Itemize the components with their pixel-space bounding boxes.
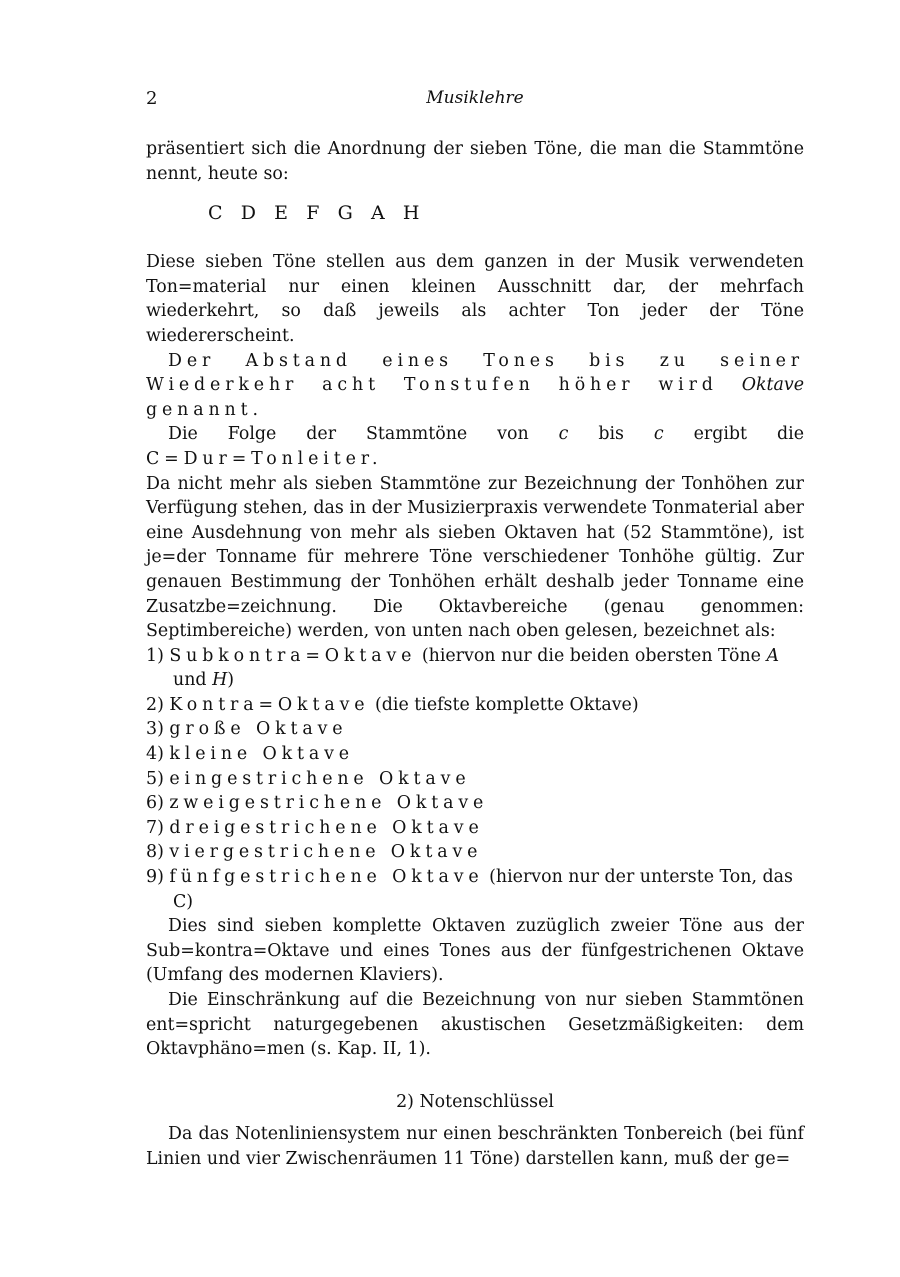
paragraph: Da nicht mehr als sieben Stammtöne zur Bezeichnung der Tonhöhen zur Verfügung stehen, das in der Musizierpraxis verwendete Tonmaterial aber eine Ausdehnung von mehr als sieben Oktaven hat (52 Stammtöne), ist je=der Tonname für mehrere Töne verschiedener Tonhöhe gültig. Zur genauen Bestimmung der Tonhöhen erhält deshalb jeder Tonname eine Zusatzbe=zeichnung. Die Oktavbereiche (genau genommen: Septimbereiche) werden, von unten nach oben gelesen, bezeichnet als: <box>146 473 804 642</box>
list-item <box>146 840 804 865</box>
item-number: 9) <box>146 867 164 888</box>
spaced-text: Der Abstand eines Tones bis zu seiner Wiederkehr acht Tonstufen höher wird <box>146 350 804 396</box>
list-item <box>146 791 804 816</box>
text: ergibt die <box>663 424 804 445</box>
item-note: (die tiefste komplette Oktave) <box>369 694 639 715</box>
page-body <box>146 137 804 1172</box>
paragraph: Die Einschränkung auf die Bezeichnung von nur sieben Stammtönen ent=spricht naturgegebenen akustischen Gesetzmäßigkeiten: dem Oktavphäno=men (s. Kap. II, 1). <box>146 990 804 1060</box>
list-item <box>146 742 804 767</box>
page-number: 2 <box>146 88 158 109</box>
item-term: Subkontra=Oktave <box>169 645 417 666</box>
note-c: c <box>653 424 664 445</box>
note-names: C D E F G A H <box>208 202 426 225</box>
paragraph: präsentiert sich die Anordnung der sieben Töne, die man die Stammtöne nennt, heute so: <box>146 139 804 184</box>
octave-list <box>146 644 804 915</box>
item-number: 6) <box>146 793 164 814</box>
text: bis <box>568 424 654 445</box>
term-oktave: Oktave <box>741 375 804 396</box>
item-note: (hiervon nur der unterste Ton, das C) <box>173 867 793 912</box>
item-term: große Oktave <box>169 719 348 740</box>
item-term: eingestrichene Oktave <box>169 768 471 789</box>
item-number: 4) <box>146 744 164 765</box>
term-tonleiter: C=Dur=Tonleiter. <box>146 448 383 469</box>
item-number: 3) <box>146 719 164 740</box>
item-number: 8) <box>146 842 164 863</box>
text: Die Folge der Stammtöne von <box>168 424 559 445</box>
item-term: kleine Oktave <box>169 744 354 765</box>
paragraph-oktave <box>146 349 804 423</box>
item-term: zweigestrichene Oktave <box>169 793 489 814</box>
item-number: 2) <box>146 694 164 715</box>
list-item <box>146 693 804 718</box>
note-c: c <box>558 424 569 445</box>
running-title: Musiklehre <box>426 88 524 108</box>
item-note: ) <box>227 670 235 691</box>
item-term: viergestrichene Oktave <box>169 842 483 863</box>
item-number: 1) <box>146 645 164 666</box>
paragraph: Dies sind sieben komplette Oktaven zuzüglich zweier Töne aus der Sub=kontra=Oktave und eines Tones aus der fünfgestrichenen Oktave (Umfang des modernen Klaviers). <box>146 916 804 986</box>
item-term: fünfgestrichene Oktave <box>169 867 484 888</box>
item-term: dreigestrichene Oktave <box>169 817 484 838</box>
list-item <box>146 865 804 914</box>
item-note: und <box>173 670 213 691</box>
page-header <box>146 88 804 112</box>
item-number: 5) <box>146 768 164 789</box>
spaced-text: genannt. <box>146 399 263 420</box>
section-heading: 2) Notenschlüssel <box>396 1091 554 1112</box>
paragraph: Diese sieben Töne stellen aus dem ganzen in der Musik verwendeten Ton=material nur einen kleinen Ausschnitt dar, der mehrfach wiederkehrt, so daß jeweils als achter Ton jeder der Töne wiedererscheint. <box>146 252 804 346</box>
paragraph: Da das Notenliniensystem nur einen beschränkten Tonbereich (bei fünf Linien und vier Zwischenräumen 11 Töne) darstellen kann, muß der ge= <box>146 1124 804 1169</box>
item-number: 7) <box>146 817 164 838</box>
item-note: (hiervon nur die beiden obersten Töne <box>416 645 767 666</box>
list-item <box>146 644 804 693</box>
note-a: A <box>766 645 780 666</box>
note-h: H <box>212 670 228 691</box>
paragraph-tonleiter <box>146 422 804 471</box>
list-item <box>146 816 804 841</box>
item-term: Kontra=Oktave <box>169 694 370 715</box>
list-item <box>146 717 804 742</box>
list-item <box>146 767 804 792</box>
